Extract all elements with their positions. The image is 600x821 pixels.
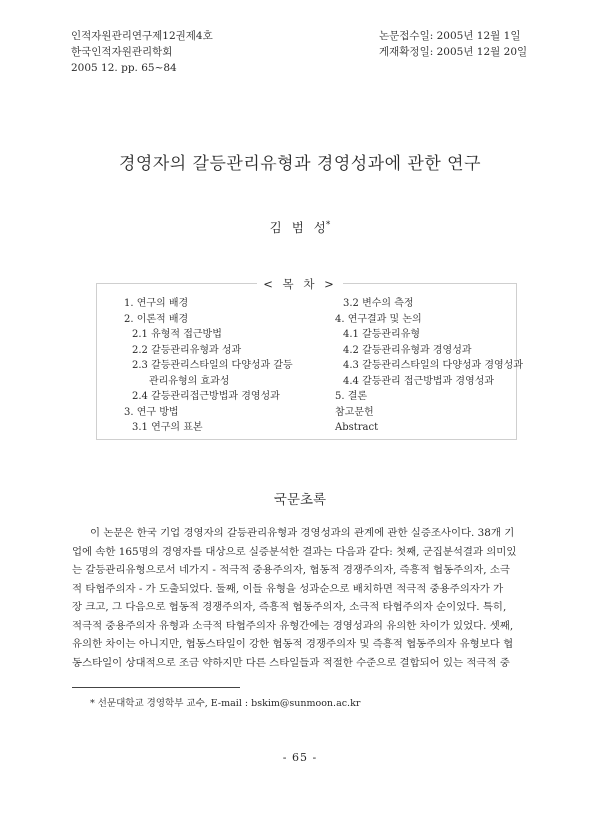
journal-name: 인적자원관리연구제12권제4호 xyxy=(71,30,213,42)
abstract-body xyxy=(72,524,530,672)
footnote-divider xyxy=(72,687,240,688)
toc-item: 2. 이론적 배경 xyxy=(124,313,189,325)
accepted-date: 게재확정일: 2005년 12월 20일 xyxy=(379,46,528,58)
page-number: - 65 - xyxy=(282,751,318,764)
author-name: 김 범 성 xyxy=(269,220,326,235)
toc-item: 4.2 갈등관리유형과 경영성과 xyxy=(343,344,472,356)
toc-item: Abstract xyxy=(335,422,379,433)
toc-item: 4.1 갈등관리유형 xyxy=(343,329,421,340)
toc-item: 4.3 갈등관리스타일의 다양성과 경영성과 xyxy=(343,360,523,371)
toc-title: < 목 차 > xyxy=(0,276,600,292)
toc-item: 2.1 유형적 접근방법 xyxy=(132,329,222,340)
toc-item: 3.1 연구의 표본 xyxy=(132,422,203,433)
toc-item: 3. 연구 방법 xyxy=(124,406,179,418)
abstract-line: 업에 속한 165명의 경영자를 대상으로 실증분석한 결과는 다음과 같다: 첫째, 군집분석결과 의미있 xyxy=(72,545,517,558)
abstract-line: 유의한 차이는 아니지만, 협동스타일이 강한 협동적 경쟁주의자 및 즉흥적 협동주의자 유형보다 협 xyxy=(72,638,514,650)
journal-info xyxy=(71,28,213,76)
toc-item: 4.4 갈등관리 접근방법과 경영성과 xyxy=(343,375,495,387)
toc-right-column xyxy=(335,296,523,436)
toc-item: 3.2 변수의 측정 xyxy=(343,298,414,309)
volume-pages: 2005 12. pp. 65~84 xyxy=(71,62,177,74)
received-date: 논문접수일: 2005년 12월 1일 xyxy=(379,30,521,42)
abstract-line: 동스타일이 상대적으로 조금 약하지만 다른 스타일들과 적절한 수준으로 결합되어 있는 적극적 중 xyxy=(72,656,510,669)
author-footnote: * 선문대학교 경영학부 교수, E-mail : bskim@sunmoon.ac.kr xyxy=(90,698,361,709)
abstract-line: 이 논문은 한국 기업 경영자의 갈등관리유형과 경영성과의 관계에 관한 실증조사이다. 38개 기 xyxy=(90,527,515,539)
abstract-line: 적극적 중용주의자 유형과 소극적 타협주의자 유형간에는 경영성과의 유의한 차이가 있었다. 셋째, xyxy=(72,619,514,632)
toc-item: 2.3 갈등관리스타일의 다양성과 갈등 xyxy=(132,360,293,371)
society-name: 한국인적자원관리학회 xyxy=(71,46,173,58)
submission-info xyxy=(379,28,527,60)
paper-title: 경영자의 갈등관리유형과 경영성과에 관한 연구 xyxy=(118,154,482,174)
toc-item: 2.4 갈등관리접근방법과 경영성과 xyxy=(132,391,280,402)
toc-item-continued: 관리유형의 효과성 xyxy=(149,375,230,387)
toc-item: 5. 결론 xyxy=(335,391,368,402)
toc-item: 참고문헌 xyxy=(335,406,374,418)
author xyxy=(0,218,600,236)
toc-left-column xyxy=(124,296,293,436)
abstract-line: 는 갈등관리유형으로서 네가지 - 적극적 중용주의자, 협동적 경쟁주의자, 즉흥적 협동주의자, 소극 xyxy=(72,564,510,576)
toc-item: 1. 연구의 배경 xyxy=(124,298,189,309)
abstract-heading: 국문초록 xyxy=(273,492,327,508)
author-footnote-mark: * xyxy=(325,219,331,230)
abstract-line: 적 타협주의자 - 가 도출되었다. 둘째, 이들 유형을 성과순으로 배치하면 적극적 중용주의자가 가 xyxy=(72,582,504,595)
toc-item: 4. 연구결과 및 논의 xyxy=(335,313,422,325)
abstract-line: 장 크고, 그 다음으로 협동적 경쟁주의자, 즉흥적 협동주의자, 소극적 타협주의자 순이었다. 특히, xyxy=(72,601,507,613)
toc-item: 2.2 갈등관리유형과 성과 xyxy=(132,344,242,356)
